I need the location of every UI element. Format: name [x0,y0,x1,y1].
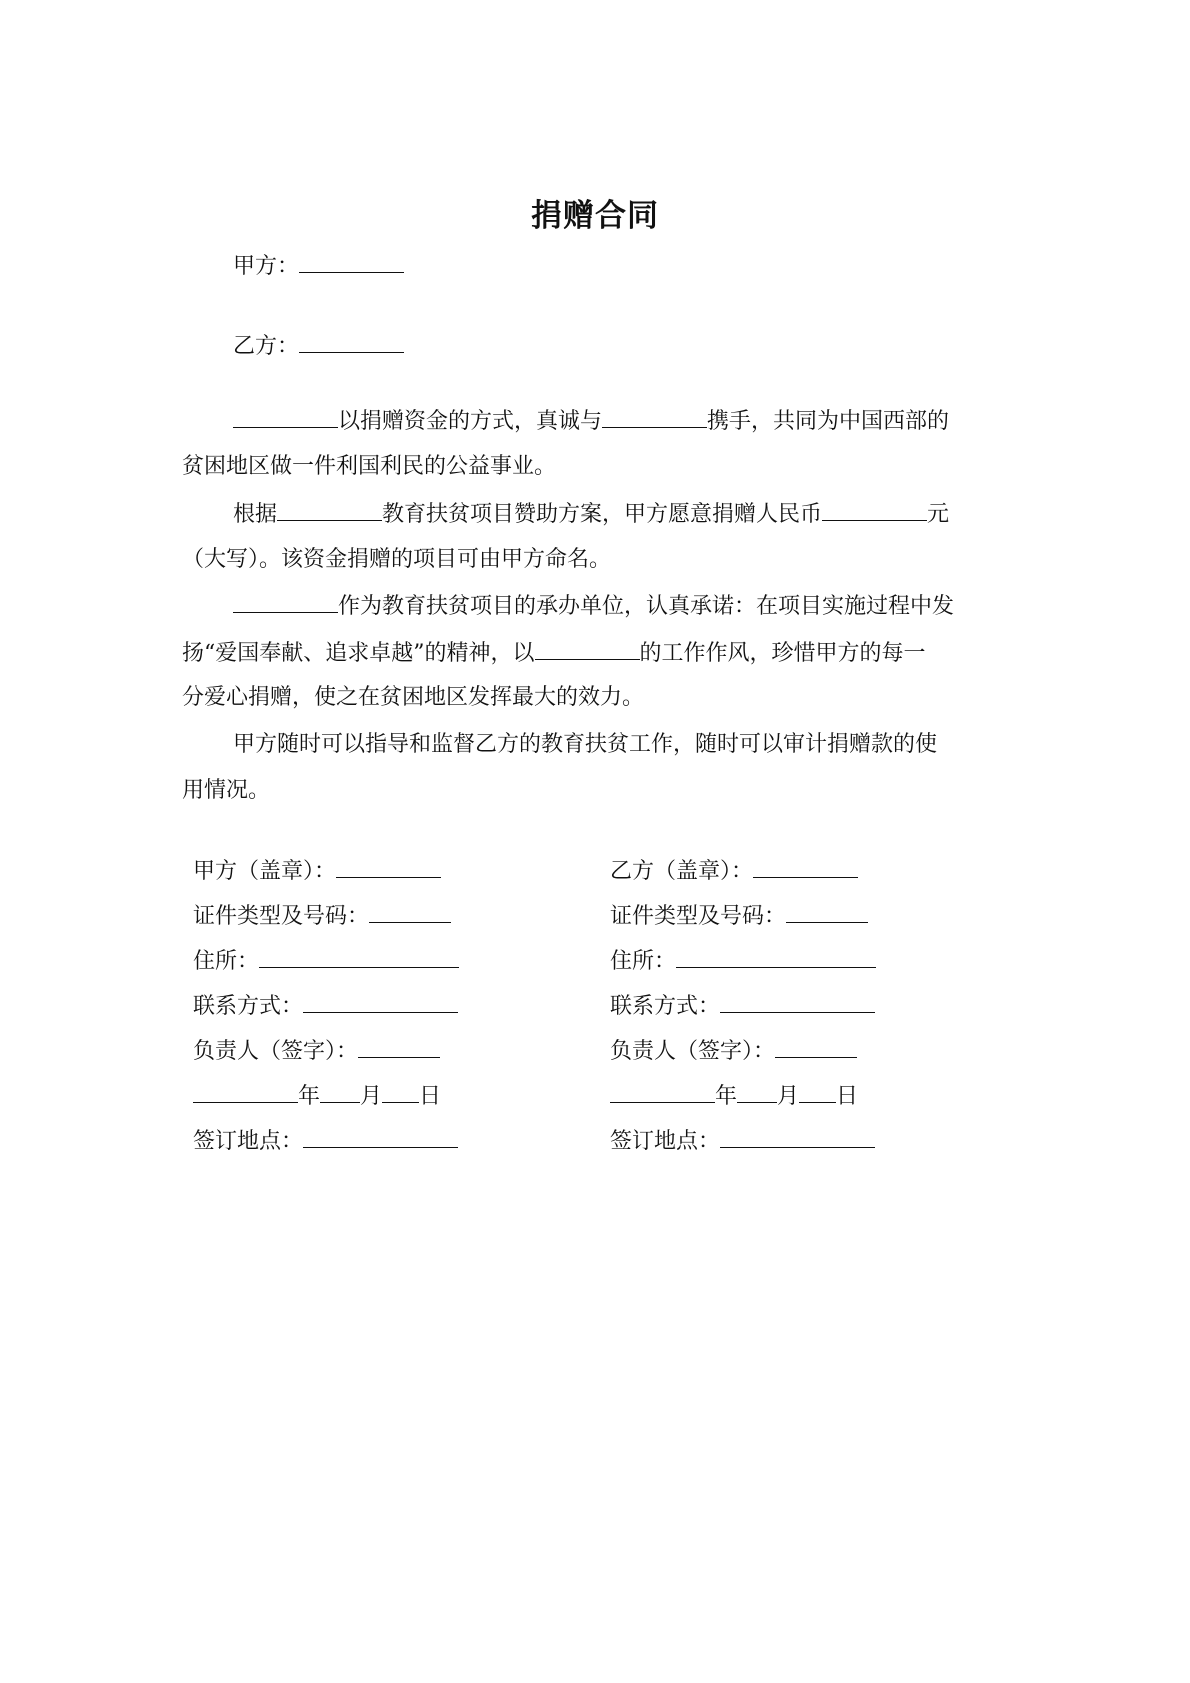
left-place-label: 签订地点： [193,1129,304,1154]
left-year-blank[interactable] [193,1080,298,1103]
right-place-label: 签订地点： [610,1129,721,1154]
document-title: 捐赠合同 [531,198,659,234]
right-month-blank[interactable] [737,1080,777,1103]
paragraph-2-line-2 [182,545,611,575]
right-contact-line [610,990,875,1022]
left-day-label: 日 [419,1084,442,1109]
left-id-line [193,900,451,932]
right-day-label: 日 [836,1084,859,1109]
left-contact-blank[interactable] [303,990,458,1013]
left-place-blank[interactable] [303,1125,458,1148]
left-address-line [193,945,459,977]
p1-text-1: 以捐赠资金的方式，真诚与 [338,409,603,434]
p1-text-2: 携手，共同为中国西部的 [707,409,950,434]
right-seal-label: 乙方（盖章）： [610,859,754,884]
party-a-line [233,250,404,282]
left-signer-label: 负责人（签字）： [193,1039,359,1064]
right-signer-label: 负责人（签字）： [610,1039,776,1064]
right-contact-label: 联系方式： [610,994,721,1019]
right-address-line [610,945,876,977]
left-signer-line [193,1035,440,1067]
right-contact-blank[interactable] [720,990,875,1013]
left-seal-blank[interactable] [336,855,441,878]
right-address-blank[interactable] [676,945,876,968]
p2-text-2: 教育扶贫项目赞助方案，甲方愿意捐赠人民币 [382,502,823,527]
right-id-blank[interactable] [786,900,868,923]
paragraph-3-line-1 [233,590,954,622]
p3-text-1: 作为教育扶贫项目的承办单位，认真承诺：在项目实施过程中发 [338,594,955,619]
p4-text-2: 用情况。 [182,778,271,803]
right-address-label: 住所： [610,949,677,974]
right-id-line [610,900,868,932]
paragraph-4-line-1 [233,730,937,760]
p3-text-2: 扬“爱国奉献、追求卓越”的精神，以 [182,641,535,666]
left-signer-blank[interactable] [358,1035,440,1058]
program-blank[interactable] [277,498,382,521]
paragraph-1-line-1 [233,405,949,437]
organizer-blank[interactable] [233,590,338,613]
p2-text-4: （大写）。该资金捐赠的项目可由甲方命名。 [182,547,612,572]
party-a-blank[interactable] [299,250,404,273]
p3-text-3: 的工作作风，珍惜甲方的每一 [639,641,926,666]
left-address-label: 住所： [193,949,260,974]
paragraph-3-line-3 [182,683,644,713]
right-seal-blank[interactable] [753,855,858,878]
right-month-label: 月 [777,1084,800,1109]
right-year-blank[interactable] [610,1080,715,1103]
left-place-line [193,1125,458,1157]
left-seal-label: 甲方（盖章）： [193,859,337,884]
right-date-line [610,1080,858,1112]
left-month-label: 月 [360,1084,383,1109]
left-contact-line [193,990,458,1022]
recipient-blank[interactable] [602,405,707,428]
right-signer-line [610,1035,857,1067]
party-b-label: 乙方： [233,334,300,359]
p2-text-3: 元 [927,502,950,527]
left-date-line [193,1080,441,1112]
right-signer-blank[interactable] [775,1035,857,1058]
party-a-label: 甲方： [233,254,300,279]
right-place-blank[interactable] [720,1125,875,1148]
left-month-blank[interactable] [320,1080,360,1103]
paragraph-3-line-2 [182,637,926,669]
left-contact-label: 联系方式： [193,994,304,1019]
right-id-label: 证件类型及号码： [610,904,787,929]
left-year-label: 年 [298,1084,321,1109]
work-style-blank[interactable] [535,637,640,660]
left-id-blank[interactable] [369,900,451,923]
right-place-line [610,1125,875,1157]
paragraph-2-line-1 [233,498,949,530]
right-year-label: 年 [715,1084,738,1109]
left-address-blank[interactable] [259,945,459,968]
p1-text-3: 贫困地区做一件利国利民的公益事业。 [182,454,557,479]
party-b-line [233,330,404,362]
paragraph-1-line-2 [182,452,556,482]
left-id-label: 证件类型及号码： [193,904,370,929]
p2-text-1: 根据 [233,502,278,527]
right-seal-line [610,855,858,887]
left-seal-line [193,855,441,887]
p4-text-1: 甲方随时可以指导和监督乙方的教育扶贫工作，随时可以审计捐赠款的使 [233,732,938,757]
left-day-blank[interactable] [382,1080,419,1103]
p3-text-4: 分爱心捐赠，使之在贫困地区发挥最大的效力。 [182,685,645,710]
party-b-blank[interactable] [299,330,404,353]
donor-blank[interactable] [233,405,338,428]
right-day-blank[interactable] [799,1080,836,1103]
amount-blank[interactable] [822,498,927,521]
paragraph-4-line-2 [182,776,270,806]
